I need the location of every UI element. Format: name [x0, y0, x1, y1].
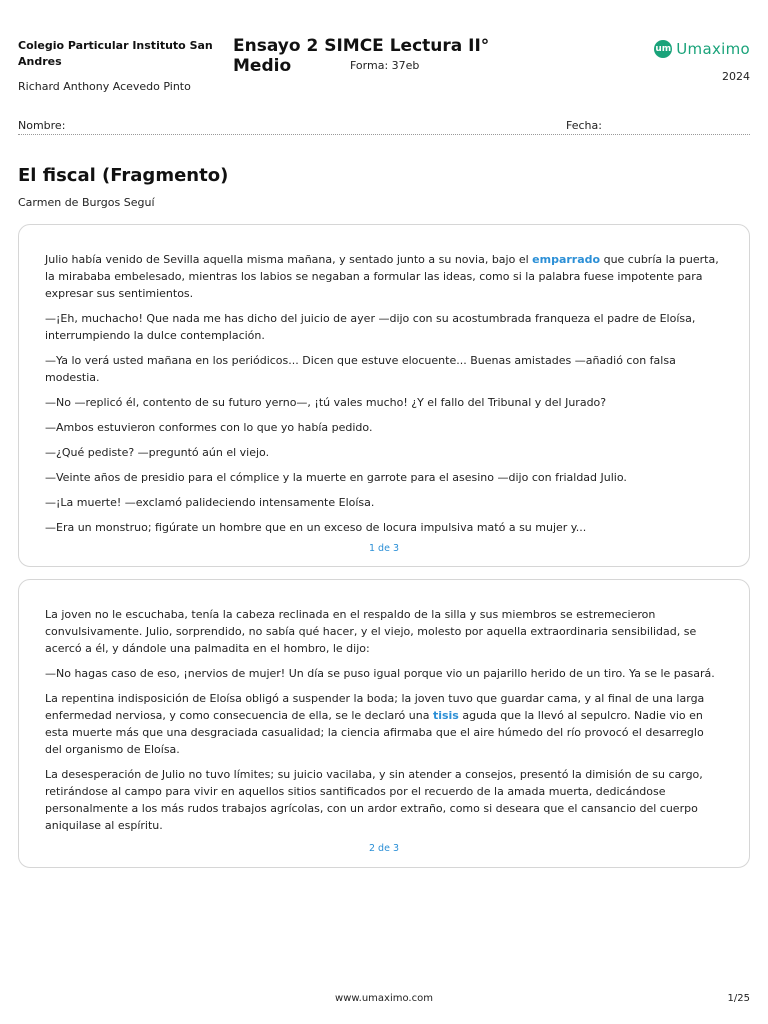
paragraph	[45, 251, 723, 302]
page-header	[18, 36, 750, 116]
paragraph: La desesperación de Julio no tuvo límites; su juicio vacilaba, y sin atender a consejos, presentó la dimisión de su cargo, retirándose al campo para vivir en aquellos sitios santificados por el recuerdo de la amada muerta, dedicándose personalmente a los más rudos trabajos agrícolas, con un ardor extraño, como si deseara que el cansancio del cuerpo aniquilase al espíritu.	[45, 768, 703, 832]
reading-card-1	[18, 224, 750, 567]
card-page-indicator: 2 de 3	[368, 843, 399, 854]
paragraph: La joven no le escuchaba, tenía la cabeza reclinada en el respaldo de la silla y sus miembros se estremecieron convulsivamente. Julio, sorprendido, no sabía qué hacer, y el viejo, molesto por aquella extraordinaria sensibilidad, se acercó a él, y dándole una palmadita en el hombro, le dijo:	[45, 608, 697, 655]
paragraph: —No —replicó él, contento de su futuro yerno—, ¡tú vales mucho! ¿Y el fallo del Tribunal y del Jurado?	[45, 396, 607, 409]
paragraph: —¡Eh, muchacho! Que nada me has dicho del juicio de ayer —dijo con su acostumbrada franqueza el padre de Eloísa, interrumpiendo la dulce contemplación.	[45, 312, 696, 342]
paragraph: —Veinte años de presidio para el cómplice y la muerte en garrote para el asesino —dijo con frialdad Julio.	[45, 471, 627, 484]
footer-page-number: 1/25	[727, 993, 750, 1004]
paragraph-text: aguda que la llevó al sepulcro. Nadie vio en esta muerte más que una desgraciada casualidad; la ciencia afirmaba que el aire húmedo del río provocó el desarreglo del organismo de Eloísa.	[45, 709, 704, 756]
exam-year: 2024	[722, 70, 750, 83]
paragraph-text: que cubría la puerta, la mirababa embelesado, mientras los labios se negaban a formular las ideas, como si la palabra fuese impotente para expresar sus sentimientos.	[45, 253, 719, 300]
card-page-indicator: 1 de 3	[368, 543, 399, 554]
paragraph-text: Julio había venido de Sevilla aquella misma mañana, y sentado junto a su novia, bajo el	[45, 253, 533, 266]
reading-title: El fiscal (Fragmento)	[18, 165, 229, 186]
nombre-field: Nombre:	[18, 119, 66, 132]
student-fields	[18, 119, 750, 135]
keyword-tisis[interactable]: tisis	[432, 709, 459, 722]
fecha-field: Fecha:	[566, 119, 602, 132]
paragraph: —Era un monstruo; figúrate un hombre que en un exceso de locura impulsiva mató a su mujer y...	[45, 521, 587, 534]
footer-url[interactable]: www.umaximo.com	[335, 993, 433, 1004]
umaximo-logo	[654, 40, 750, 58]
paragraph: —No hagas caso de eso, ¡nervios de mujer! Un día se puso igual porque vio un pajarillo herido de un tiro. Ya se le pasará.	[45, 667, 715, 680]
exam-form: Forma: 37eb	[350, 59, 420, 72]
school-name: Colegio Particular Instituto San Andres	[18, 39, 213, 68]
paragraph: —¿Qué pediste? —preguntó aún el viejo.	[45, 446, 270, 459]
exam-title: Ensayo 2 SIMCE Lectura II° Medio	[233, 36, 490, 76]
student-name: Richard Anthony Acevedo Pinto	[18, 80, 191, 93]
umaximo-logo-icon: um	[654, 40, 672, 58]
paragraph	[45, 690, 723, 758]
reading-card-2	[18, 579, 750, 868]
umaximo-logo-text: Umaximo	[676, 40, 750, 58]
keyword-emparrado[interactable]: emparrado	[532, 253, 601, 266]
paragraph-text: La repentina indisposición de Eloísa obligó a suspender la boda; la joven tuvo que guardar cama, y al final de una larga enfermedad nerviosa, y como consecuencia de ella, se le declaró una	[45, 692, 705, 722]
paragraph: —¡La muerte! —exclamó palideciendo intensamente Eloísa.	[45, 496, 375, 509]
paragraph: —Ya lo verá usted mañana en los periódicos... Dicen que estuve elocuente... Buenas amistades —añadió con falsa modestia.	[45, 354, 676, 384]
reading-author: Carmen de Burgos Seguí	[18, 196, 155, 209]
paragraph: —Ambos estuvieron conformes con lo que yo había pedido.	[45, 421, 373, 434]
